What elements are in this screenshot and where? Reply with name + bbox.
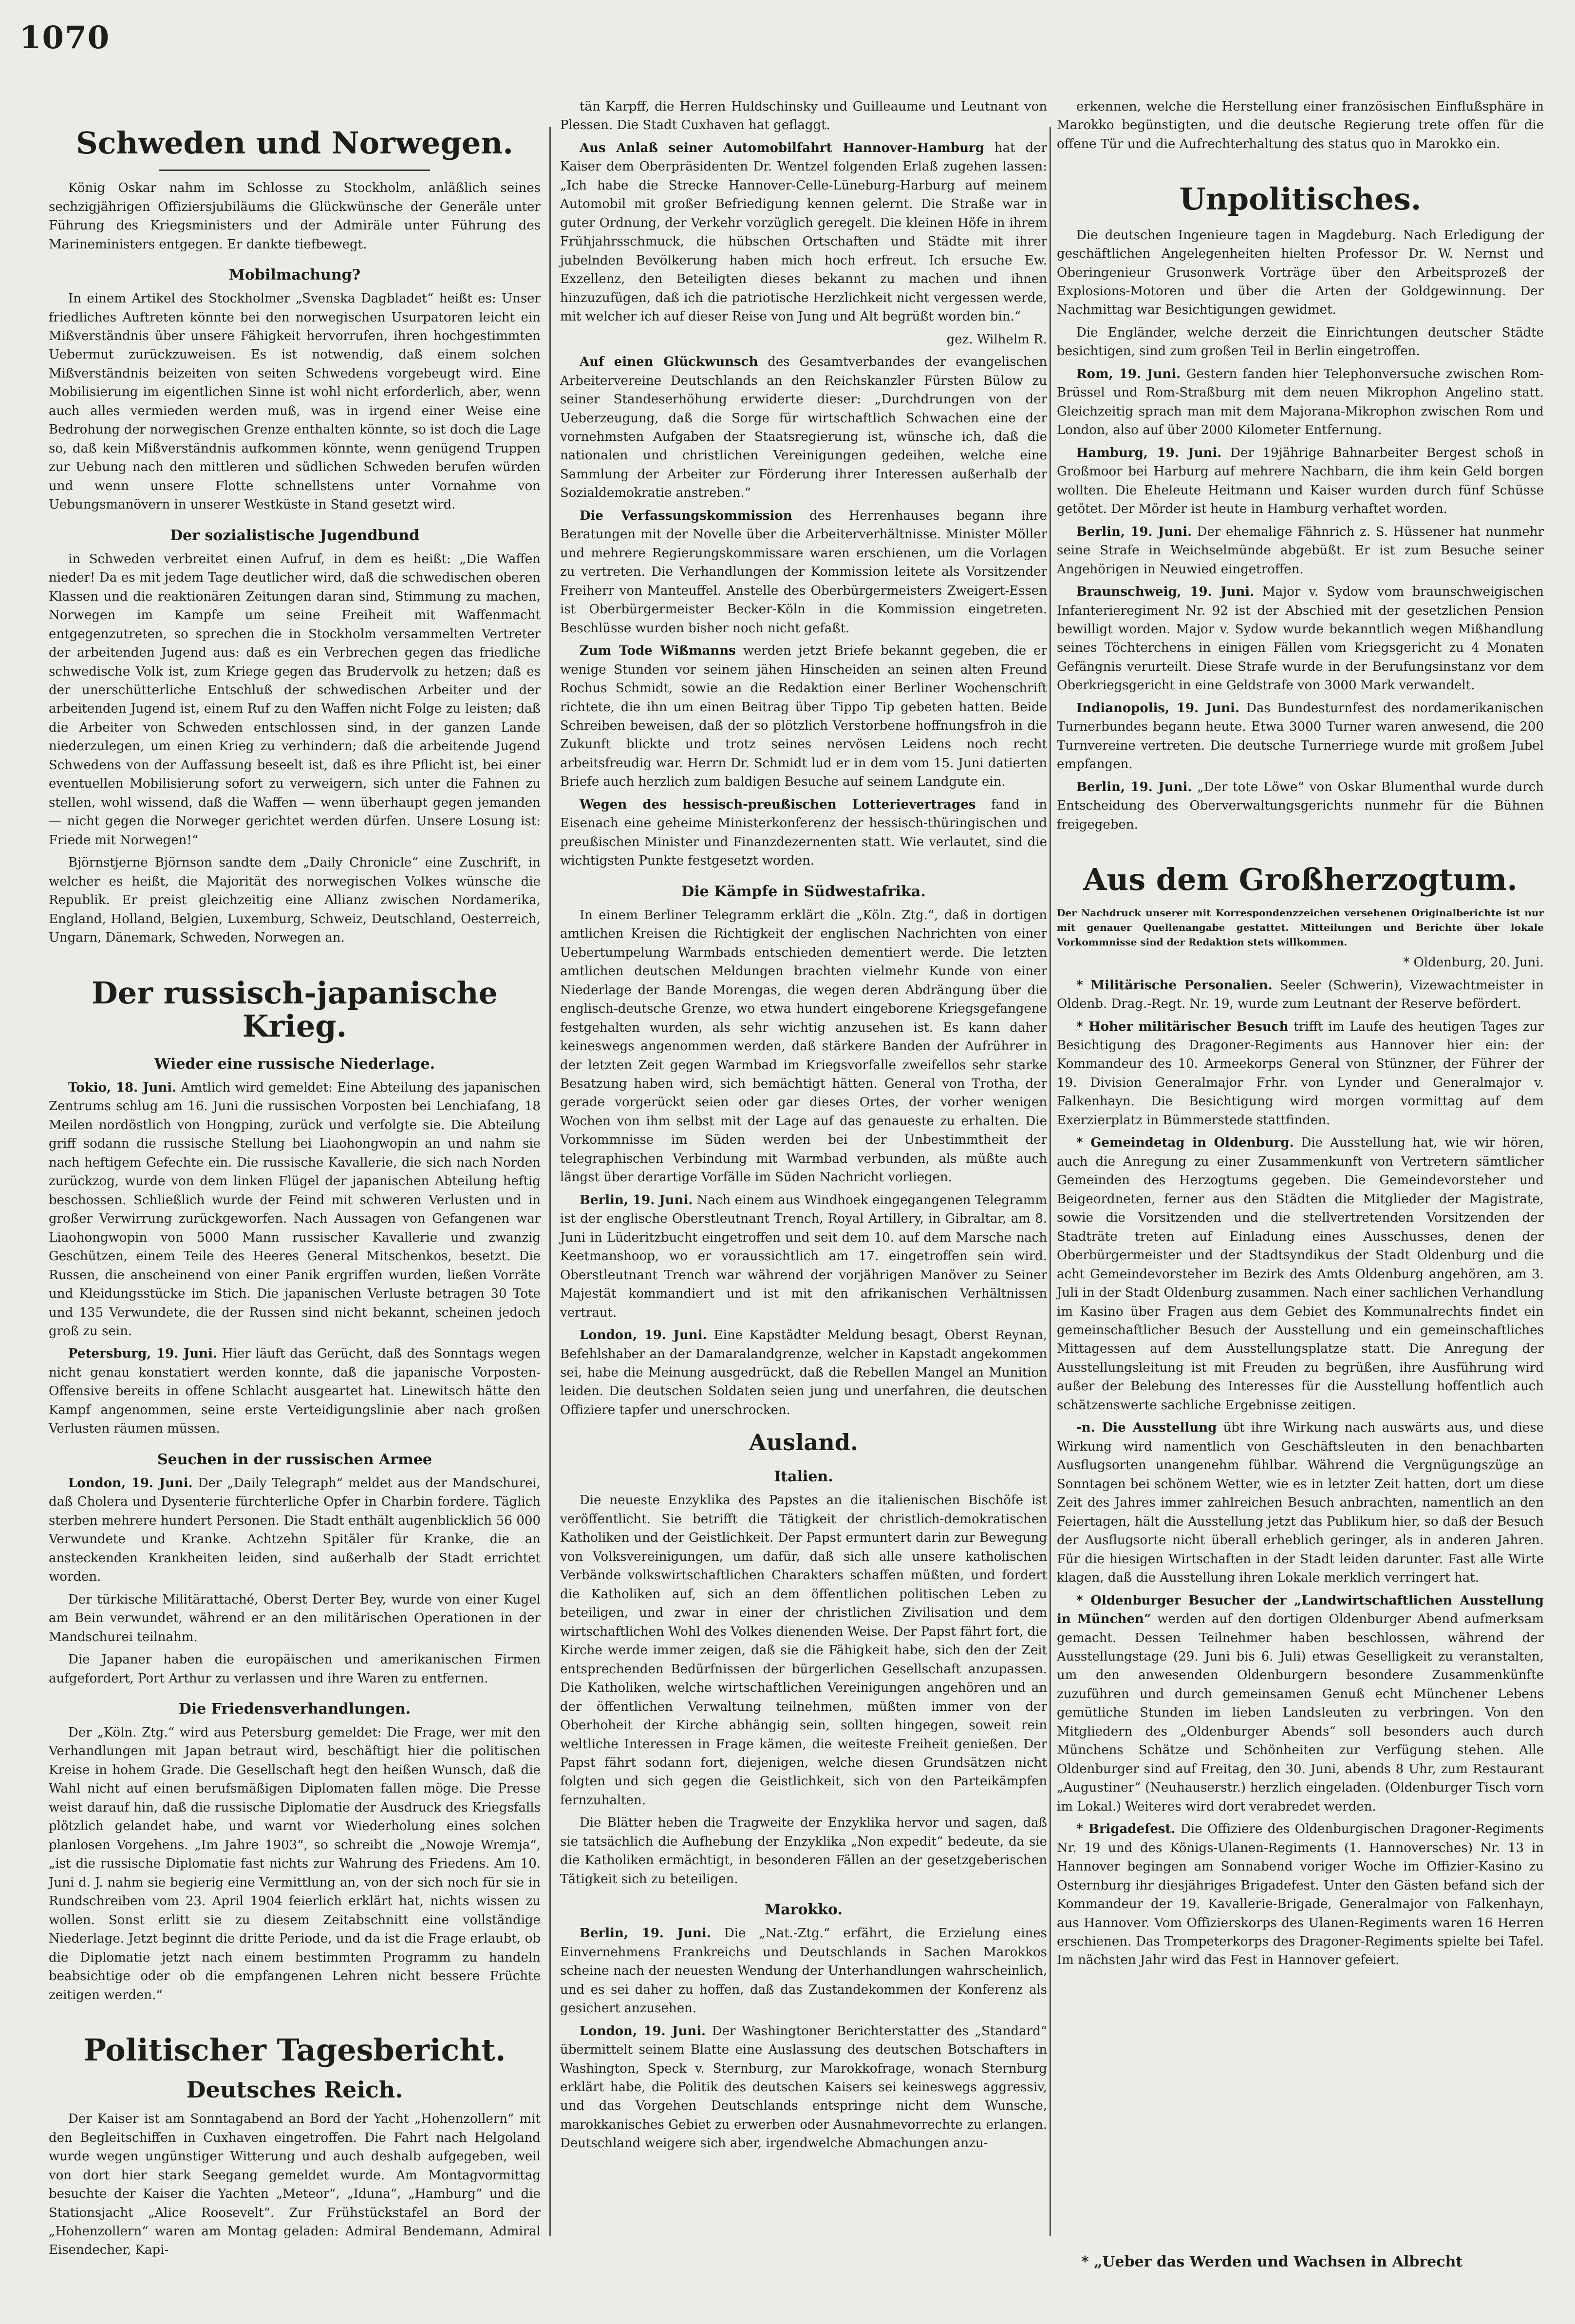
paragraph-text: Eine Kapstädter Meldung besagt, Oberst Reynan, Befehlshaber an der Damaralandgrenze, welcher in Kapstadt angekommen sei, habe die Meinung ausgedrückt, daß die Rebellen Mangel an Munition leiden. Die deutschen Soldaten seien jung und unerfahren, die deutschen Offiziere tapfer und unerschrocken. (560, 1328, 1048, 1417)
paragraph: Der türkische Militärattaché, Oberst Derter Bey, wurde von einer Kugel am Bein verwundet, während er an den militärischen Operationen in der Mandschurei teilnahm. (49, 1592, 541, 1644)
dateline: * Oldenburg, 20. Juni. (1403, 955, 1544, 970)
subsection-title: Deutsches Reich. (186, 2077, 403, 2103)
paragraph (1057, 523, 1544, 579)
paragraph (1057, 1820, 1544, 1970)
column-rule (1050, 127, 1051, 2236)
paragraph-head: * Hoher militärischer Besuch (1076, 1019, 1289, 1034)
paragraph-text: Das Bundesturnfest des nordamerikanischen Turnerbundes begann heute. Etwa 3000 Turner waren anwesend, die 200 Turnvereine vertreten. Die deutsche Turnerriege wurde mit großem Jubel empfangen. (1057, 700, 1544, 772)
paragraph-text: werden auf den dortigen Oldenburger Abend aufmerksam gemacht. Dessen Teilnehmer haben beschlossen, während der Ausstellungstage (29. Juni bis 6. Juli) etwas Geselligkeit zu veranstalten, um den anwesenden Oldenburgern besondere Zusammenkünfte zuzuführen und durch gemeinsamen Genuß echt Münchener Lebens gemütliche Stunden im lieben Landsleuten zu verbringen. Von den Mitgliedern des „Oldenburger Abends“ soll besonders auch durch Münchens Schätze und Schönheiten zur Verfügung stehen. Alle Oldenburger sind auf Freitag, den 30. Juni, abends 8 Uhr, zum Restaurant „Augustiner“ (Neuhauserstr.) herzlich eingeladen. (Oldenburger Tisch vorn im Lokal.) Weiteres wird dort verabredet werden. (1057, 1612, 1544, 1814)
paragraph-text: Die Offiziere des Oldenburgischen Dragoner-Regiments Nr. 19 und des Königs-Ulanen-Regiments (1. Hannoversches) Nr. 13 in Hannover begingen am Sonnabend voriger Woche im Offizier-Kasino zu Osternburg ihr diesjähriges Brigadefest. Unter den Gästen befand sich der Kommandeur der 19. Kavallerie-Brigade, Generalmajor von Falkenhayn, aus Hannover. Vom Offizierskorps des Ulanen-Regiments waren 16 Herren erschienen. Das Trompeterkorps des Dragoner-Regiments spielte bei Tafel. Im nächsten Jahr wird das Fest in Hannover gefeiert. (1057, 1822, 1544, 1968)
paragraph-text: des Herrenhauses begann ihre Beratungen mit der Novelle über die Arbeiterverhältnisse. Minister Möller und mehrere Regierungskommissare waren erschienen, um die Vorlagen zu vertreten. Die Verhandlungen der Kommission leitete als Vorsitzender Freiherr von Manteuffel. Anstelle des Oberbürgermeisters Zweigert-Essen ist Oberbürgermeister Becker-Köln in die Kommission eingetreten. Beschlüsse wurden bisher noch nicht gefaßt. (560, 508, 1047, 636)
paragraph: In einem Berliner Telegramm erklärt die „Köln. Ztg.“, daß in dortigen amtlichen Kreisen die Richtigkeit der englischen Nachrichten von einer Uebertumpelung Warmbads entschieden dementiert werde. Die letzten amtlichen deutschen Meldungen brachten vielmehr Kunde von einer Niederlage der Bande Morengas, die wegen deren Abdrängung über die englisch-deutsche Grenze, wo etwa hundert eingeborene Kriegsgefangene festgehalten wurden, als sehr wichtig anzusehen ist. Es kann daher keineswegs angenommen werden, daß stärkere Banden der Aufrührer in der letzten Zeit gegen Warmbad im Kriegsvorfalle zweifellos sehr starke Besatzung haben wird, sich bemächtigt hätten. General von Trotha, der gerade vorgerückt seien oder gar dieses Ortes, der vorher wenigen Wochen von ihm selbst mit der Lage auf das genaueste zu erhalten. Die Vorkommnisse im Süden werden bei der Unbestimmtheit der telegraphischen Verbindung mit Warmbad verbunden, als müßte auch längst über derartige Vorfälle im Süden Nachricht vorliegen. (560, 907, 1047, 1185)
subheading: Der sozialistische Jugendbund (170, 527, 419, 544)
section-title: Der russisch-japanische Krieg. (92, 975, 498, 1044)
section-title: Unpolitisches. (1179, 181, 1422, 217)
paragraph (560, 2022, 1047, 2153)
paragraph: König Oskar nahm im Schlosse zu Stockholm, anläßlich seines sechzigjährigen Offiziersjubiläums die Glückwünsche der Generäle unter Führung des Kriegsministers und der Admiräle unter Führung des Marineministers entgegen. Er dankte tiefbewegt. (49, 181, 541, 252)
paragraph (1057, 583, 1544, 695)
subheading: Mobilmachung? (228, 266, 361, 284)
paragraph: Die deutschen Ingenieure tagen in Magdeburg. Nach Erledigung der geschäftlichen Angelegenheiten hielten Professor Dr. W. Nernst und Oberingenieur Grusonwerk Vorträge über den Arbeitsprozeß der Explosions-Motoren und über die Arten der Goldgewinnung. Der Nachmittag war Besichtigungen gewidmet. (1057, 227, 1544, 318)
paragraph: Die neueste Enzyklika des Papstes an die italienischen Bischöfe ist veröffentlicht. Sie betrifft die Tätigkeit der christlich-demokratischen Katholiken und der Geistlichkeit. Der Papst ermuntert darin zur Bewegung von Volksvereinigungen, um dafür, daß sich alle unsere katholischen Verbände volkswirtschaftlichen Charakters schaffen müßten, und fordert die Katholiken auf, sich an dem öffentlichen politischen Leben zu beteiligen, und zwar in einer der christlichen Zivilisation und dem wirtschaftlichen Wohl des Volkes dienenden Weise. Der Papst fährt fort, die Kirche werde immer zeigen, daß sie die Fähigkeit habe, sich den der Zeit entsprechenden Bedürfnissen der bürgerlichen Gesellschaft anzupassen. Die Katholiken, welche wirtschaftlichen Vereinigungen angehören und an der öffentlichen Verwaltung teilnehmen, müßten immer von der Oberhoheit der Kirche abhängig sein, sollten hingegen, soweit rein weltliche Interessen in Frage kämen, die weiteste Freiheit genießen. Der Papst fährt sodann fort, diejenigen, welche diesen Grundsätzen nicht folgten und sich gegen die Geistlichkeit, sich von den Parteikämpfen fernzuhalten. (560, 1493, 1047, 1808)
paragraph-head: * Brigadefest. (1076, 1822, 1176, 1837)
paragraph-text: Major v. Sydow vom braunschweigischen Infanterieregiment Nr. 92 ist der Abschied mit der gesetzlichen Pension bewilligt worden. Major v. Sydow wurde bekanntlich wegen Mißhandlung seines Töchterchens in einigen Fällen vom Kriegsgericht zu 4 Monaten Gefängnis verurteilt. Diese Strafe wurde in der Berufungsinstanz vor dem Oberkriegsgericht in eine Geldstrafe von 3000 Mark verwandelt. (1057, 585, 1544, 693)
page-number: 1070 (19, 19, 111, 56)
column-2 (560, 97, 1047, 2236)
paragraph (1057, 976, 1544, 1014)
paragraph-text: Der 19jährige Bahnarbeiter Bergest schoß in Großmoor bei Harburg auf mehrere Nachbarn, die ihm kein Geld borgen wollten. Die Eheleute Heitmann und Kaiser wurden durch fünf Schüsse getötet. Der Mörder ist heute in Hamburg verhaftet worden. (1057, 445, 1544, 517)
dateline: London, 19. Juni. (68, 1475, 193, 1491)
paragraph (1057, 1018, 1544, 1130)
dateline: Berlin, 19. Juni. (580, 1926, 711, 1941)
column-1 (49, 97, 541, 2258)
paragraph: Der „Köln. Ztg.“ wird aus Petersburg gemeldet: Die Frage, wer mit den Verhandlungen mit Japan betraut wird, beschäftigt hier die politischen Kreise in hohem Grade. Die Gesellschaft hegt den heißen Wunsch, daß die Wahl nicht auf einen berufsmäßigen Diplomaten fallen möge. Die Presse weist darauf hin, daß die russische Diplomatie der Ausdruck des Kriegsfalls plötzlich gelandet habe, und warnt vor Wiederholung eines solchen planlosen Vorgehens. „Im Jahre 1903“, so schreibt die „Nowoje Wremja“, „ist die russische Diplomatie fast nichts zur Wahrung des Friedens. Am 10. Juni d. J. nahm sie begierig eine Vermittlung an, von der sich noch für sie in Rundschreiben vom 23. April 1904 feierlich erklärt hat, nichts wissen zu wollen. Sonst erlitt sie zu diesem Zeitabschnitt eine vollständige Niederlage. Jetzt beginnt die dritte Periode, und da ist die Frage erlaubt, ob die Diplomatie jetzt nach einem bestimmten Programm zu handeln beabsichtige oder ob die empfangenen Lehren nicht bessere Früchte zeitigen werden.“ (49, 1725, 541, 2003)
paragraph-text: trifft im Laufe des heutigen Tages zur Besichtigung des Dragoner-Regiments aus Hannover hier ein: der Kommandeur des 10. Armeekorps General von Stünzner, der Führer der 19. Division Generalmajor Frhr. von Lynder und Generalmajor v. Falkenhayn. Die Besichtigung wird morgen vormittag auf dem Exerzierplatz in Bümmerstede stattfinden. (1057, 1019, 1544, 1128)
dateline: Rom, 19. Juni. (1076, 366, 1181, 381)
paragraph: in Schweden verbreitet einen Aufruf, in dem es heißt: „Die Waffen nieder! Da es mit jedem Tage deutlicher wird, daß die schwedischen oberen Klassen und die reaktionären Zeitungen daran sind, Stimmung zu machen, Norwegen im Kampfe um seine Freiheit mit Waffenmacht entgegenzutreten, so sprechen die in Stockholm versammelten Vertreter der arbeitenden Jugend aus: daß es ein Verbrechen gegen das friedliche schwedische Volk ist, zum Kriege gegen das Brudervolk zu hetzen; daß es der unerschütterliche Entschluß der schwedischen Arbeiter und der arbeitenden Jugend ist, einem Ruf zu den Waffen nicht Folge zu leisten; daß die Arbeiter von Schweden entschlossen sind, in der ganzen Lande niederzulegen, um einen Krieg zu verhindern; daß die arbeitende Jugend Schwedens von der Auffassung beseelt ist, daß es ihre Pflicht ist, bei einer eventuellen Mobilisierung sofort zu verweigern, sich unter die Fahnen zu stellen, wohl wissend, daß die Waffen — wenn überhaupt gegen jemanden — nicht gegen die Norweger gerichtet werden dürfen. Unsere Losung ist: Friede mit Norwegen!“ (49, 551, 541, 848)
subsection-title: Ausland. (749, 1429, 858, 1456)
subheading: Marokko. (765, 1901, 843, 1919)
paragraph-head: * Oldenburger Besucher der „Landwirtschaftlichen Ausstellung in München“ (1057, 1593, 1544, 1627)
column-3 (1057, 97, 1544, 2236)
paragraph (560, 353, 1047, 503)
paragraph: In einem Artikel des Stockholmer „Svenska Dagbladet“ heißt es: Unser friedliches Auftreten könnte bei den norwegischen Usurpatoren leicht ein Mißverständnis über unsere Fähigkeit hervorrufen, ihren hochgestimmten Uebermut zurückzuweisen. Es ist notwendig, daß einem solchen Mißverständnis beizeiten von seiten Schwedens vorgebeugt wird. Eine Mobilisierung im eigentlichen Sinne ist wohl nicht erforderlich, aber, wenn auch alles vermieden werden muß, was in irgend einer Weise eine Bedrohung der norwegischen Grenze enthalten könnte, so ist doch die Lage so, daß kein Mißverständnis aufkommen könnte, wenn genügend Truppen zur Uebung nach den mittleren und südlichen Schweden berufen würden und wenn unsere Flotte schnellstens unter Vornahme von Uebungsmanövern in unserer Westküste in Stand gesetzt wird. (49, 291, 541, 512)
subheading: Die Friedensverhandlungen. (178, 1700, 411, 1718)
paragraph (560, 1191, 1047, 1322)
paragraph: Die Japaner haben die europäischen und amerikanischen Firmen aufgefordert, Port Arthur zu verlassen und ihre Waren zu entfernen. (49, 1652, 541, 1686)
subheading: Die Kämpfe in Südwestafrika. (681, 883, 926, 900)
paragraph (560, 642, 1047, 792)
paragraph-text: übt ihre Wirkung nach auswärts aus, und diese Wirkung wird namentlich von Geschäftsleuten in den benachbarten Ausflugsorten unangenehm fühlbar. Während die Vergnügungszüge an Sonntagen bei schönem Wetter, wie es in letzter Zeit hatten, dort um diese Zeit des Jahres immer zahlreichen Besuch anbrachten, namentlich an den Feiertagen, hält die Ausstellung jetzt das Publikum hier, so daß der Besuch der Ausflugsorte nicht überall erheblich geringer, als in anderen Jahren. Für die hiesigen Wirtschaften in der Stadt leiden darunter. Fast alle Wirte klagen, daß die Ausstellung ihren Lokale merklich verringert hat. (1057, 1420, 1544, 1586)
paragraph (1057, 1134, 1544, 1415)
dateline: Hamburg, 19. Juni. (1076, 445, 1222, 460)
section-rule (159, 170, 430, 171)
paragraph-head: * Gemeindetag in Oldenburg. (1076, 1135, 1294, 1151)
dateline: Petersburg, 19. Juni. (68, 1346, 218, 1361)
dateline: Berlin, 19. Juni. (1076, 779, 1192, 794)
paragraph-text: werden jetzt Briefe bekannt gegeben, die er wenige Stunden vor seinem jähen Hinscheiden an seinen alten Freund Rochus Schmidt, sowie an die Redaktion einer Berliner Wochenschrift richtete, die ihn um einen Beitrag über Tippo Tip gebeten hatten. Beide Schreiben beweisen, daß der so plötzlich Verstorbene hoffnungsfroh in die Zukunft blickte und trotz seines nervösen Leidens noch recht arbeitsfreudig war. Herrn Dr. Schmidt lud er in dem vom 15. Juni datierten Briefe auch herzlich zum baldigen Besuche auf seinem Landgute ein. (560, 643, 1047, 790)
paragraph (49, 1344, 541, 1438)
section-title: Aus dem Großherzogtum. (1083, 862, 1518, 898)
paragraph-text: Die „Nat.-Ztg.“ erfährt, die Erzielung eines Einvernehmens Frankreichs und Deutschlands in Sachen Marokkos scheine nach der neuesten Wendung der Unterhandlungen wahrscheinlich, und es sei daher zu hoffen, daß das Zustandekommen der Konferenz als gesichert anzusehen. (560, 1926, 1047, 2016)
paragraph-text: Der „Daily Telegraph“ meldet aus der Mandschurei, daß Cholera und Dysenterie fürchterliche Opfer in Charbin fordere. Täglich sterben mehrere hundert Personen. Die Stadt enthält augenblicklich 56 000 Verwundete und Kranke. Achtzehn Spitäler für Kranke, die an ansteckenden Krankheiten leiden, sind außerhalb der Stadt errichtet worden. (49, 1475, 541, 1585)
paragraph-head: Die Verfassungskommission (580, 508, 792, 523)
paragraph-text: „Der tote Löwe“ von Oskar Blumenthal wurde durch Entscheidung des Oberverwaltungsgerichts nunmehr für die Bühnen freigegeben. (1057, 779, 1544, 832)
paragraph-text: Die Ausstellung hat, wie wir hören, auch die Anregung zu einer Zusammenkunft von Vertretern sämtlicher Gemeinden des Herzogtums gegeben. Die Gemeindevorsteher und Beigeordneten, ferner aus den Städten die Mitglieder der Magistrate, sowie die Vorsitzenden und die stellvertretenden Vorsitzenden der Stadträte treten auf Einladung eines Ausschusses, denen der Oberbürgermeister und der Stadtsyndikus der Stadt Oldenburg und die acht Gemeindevorsteher im Bezirk des Amts Oldenburg angehören, am 3. Juli in der Stadt Oldenburg zusammen. Nach einer sachlichen Verhandlung im Kasino über Fragen aus dem Gebiet des Kommunalrechts findet ein gemeinschaftlicher Besuch der Ausstellung und ein gemeinschaftliches Mittagessen auf dem Ausstellungsplatze statt. Die Anregung der Ausstellungsleitung ist mit Freuden zu begrüßen, ihre Ausführung wird außer der Belebung des Interesses für die Ausstellung hoffentlich auch schätzenswerte sachliche Ergebnisse zeitigen. (1057, 1135, 1544, 1413)
paragraph: erkennen, welche die Herstellung einer französischen Einflußsphäre in Marokko begünstigten, und die deutsche Regierung trete offen für die offene Tür und die Aufrechterhaltung des status quo in Marokko ein. (1057, 99, 1544, 151)
section-title: Schweden und Norwegen. (76, 125, 513, 161)
paragraph-head: -n. Die Ausstellung (1076, 1420, 1217, 1436)
paragraph (1057, 444, 1544, 519)
paragraph-text: Seeler (Schwerin), Vizewachtmeister in Oldenb. Drag.-Regt. Nr. 19, wurde zum Leutnant der Reserve befördert. (1057, 978, 1544, 1012)
subheading: Wieder eine russische Niederlage. (154, 1055, 435, 1073)
paragraph (1057, 778, 1544, 834)
copyright-note: Der Nachdruck unserer mit Korrespondenzzeichen versehenen Originalberichte ist nur mit genauer Quellenangabe gestattet. Mitteilungen und Berichte über lokale Vorkommnisse sind der Redaktion stets willkommen. (1057, 907, 1544, 948)
paragraph (49, 1078, 541, 1341)
paragraph-head: Wegen des hessisch-preußischen Lotterievertrages (580, 797, 976, 812)
paragraph (560, 1924, 1047, 2018)
paragraph-head: Aus Anlaß seiner Automobilfahrt Hannover-Hamburg (580, 140, 984, 155)
paragraph (560, 507, 1047, 638)
continued-heading: * „Ueber das Werden und Wachsen in Albrecht (1081, 2253, 1463, 2270)
dateline: London, 19. Juni. (580, 1328, 707, 1343)
dateline: Berlin, 19. Juni. (1076, 524, 1192, 539)
subheading: Italien. (774, 1468, 833, 1486)
paragraph-text: Der ehemalige Fähnrich z. S. Hüssener hat nunmehr seine Strafe in Weichselmünde abgebüßt. Er ist zum Besuche seiner Angehörigen in Neuwied eingetroffen. (1057, 524, 1544, 577)
paragraph (560, 1326, 1047, 1419)
paragraph-text: des Gesamtverbandes der evangelischen Arbeitervereine Deutschlands an den Reichskanzler Fürsten Bülow zu seiner Standeserhöhung erwiderte dieser: „Durchdrungen von der Ueberzeugung, daß die Sorge für wirtschaftlich Schwachen eine der vornehmsten Aufgaben der Staatsregierung ist, wünsche ich, daß die nationalen und christlichen Vereinigungen gedeihen, welche eine Sammlung der Arbeiter zur Förderung ihrer Interessen außerhalb der Sozialdemokratie anstreben.“ (560, 355, 1048, 501)
dateline: London, 19. Juni. (580, 2023, 706, 2039)
paragraph-head: * Militärische Personalien. (1076, 978, 1273, 993)
paragraph: Die Blätter heben die Tragweite der Enzyklika hervor und sagen, daß sie tatsächlich die Aufhebung der Enzyklika „Non expedit“ bedeute, da sie die Katholiken ermächtigt, in besonderen Fällen an der gesetzgeberischen Tätigkeit sich zu beteiligen. (560, 1815, 1047, 1887)
paragraph: Der Kaiser ist am Sonntagabend an Bord der Yacht „Hohenzollern“ mit den Begleitschiffen in Cuxhaven eingetroffen. Die Fahrt nach Helgoland wurde wegen ungünstiger Witterung und auch deshalb aufgegeben, weil von dort hier stark Seegang gemeldet wurde. Am Montagvormittag besuchte der Kaiser die Yachten „Meteor“, „Iduna“, „Hamburg“ und die Stationsjacht „Alice Roosevelt“. Zur Frühstückstafel an Bord der „Hohenzollern“ waren am Montag geladen: Admiral Bendemann, Admiral Eisendecher, Kapi- (49, 2112, 541, 2258)
paragraph (1057, 699, 1544, 774)
dateline: Indianopolis, 19. Juni. (1076, 700, 1239, 716)
paragraph-text: Amtlich wird gemeldet: Eine Abteilung des japanischen Zentrums schlug am 16. Juni die russischen Vorposten bei Lenchiafang, 18 Meilen nordöstlich von Hongping, zurück und verfolgte sie. Die Abteilung griff sodann die russische Stellung bei Liaohongwopin an und nahm sie nach heftigem Gefechte ein. Die russische Kavallerie, die sich nach Norden zurückzog, wurde von dem linken Flügel der japanischen Abteilung heftig beschossen. Schließlich wurde der Feind mit schweren Verlusten und in großer Verwirrung zurückgeworfen. Nach Aussagen von Gefangenen war Liaohongwopin von 5000 Mann russischer Kavallerie und zwanzig Geschützen, einem Teile des Heeres General Mitschenkos, besetzt. Die Russen, die anscheinend von einer Panik ergriffen wurden, ließen Vorräte und Kleidungsstücke im Stich. Die japanischen Verluste betragen 30 Tote und 135 Verwundete, die der Russen sind nicht bekannt, scheinen jedoch groß zu sein. (49, 1080, 541, 1339)
dateline: Berlin, 19. Juni. (580, 1192, 693, 1208)
paragraph (1057, 1591, 1544, 1816)
paragraph: tän Karpff, die Herren Huldschinsky und Guilleaume und Leutnant von Plessen. Die Stadt Cuxhaven hat geflaggt. (560, 99, 1047, 133)
dateline: Braunschweig, 19. Juni. (1076, 585, 1255, 600)
paragraph-text: Gestern fanden hier Telephonversuche zwischen Rom-Brüssel und Rom-Straßburg mit dem neuen Mikrophon Angelino statt. Gleichzeitig sprach man mit dem Majorana-Mikrophon zwischen Rom und London, also auf über 2000 Kilometer Entfernung. (1057, 366, 1544, 438)
subheading: Seuchen in der russischen Armee (157, 1451, 432, 1468)
section-title: Politischer Tagesbericht. (83, 2032, 506, 2068)
paragraph (1057, 1418, 1544, 1587)
paragraph: Björnstjerne Björnson sandte dem „Daily Chronicle“ eine Zuschrift, in welcher es heißt, die Majorität des norwegischen Volkes wünsche die Republik. Er preist gleichzeitig eine Allianz zwischen Nordamerika, England, Holland, Belgien, Luxemburg, Schweiz, Deutschland, Oesterreich, Ungarn, Dänemark, Schweden, Norwegen an. (49, 855, 541, 945)
paragraph-text: hat der Kaiser dem Oberpräsidenten Dr. Wentzel folgenden Erlaß zugehen lassen: „Ich habe die Strecke Hannover-Celle-Lüneburg-Harburg auf meinem Automobil mit großer Befriedigung kennen gelernt. Die Straße war in guter Ordnung, der Verkehr vorzüglich geregelt. Die kleinen Höfe in ihrem Frühjahrsschmuck, die hübschen Ortschaften und Städte mit ihrer jubelnden Bevölkerung haben mich hoch erfreut. Ich ersuche Ew. Exzellenz, den Beteiligten dieses bekannt zu machen und ihnen hinzuzufügen, daß ich die patriotische Herzlichkeit nicht vergessen werde, mit welcher ich auf dieser Reise von Jung und Alt begrüßt worden bin.“ (560, 140, 1047, 324)
paragraph-text: fand in Eisenach eine geheime Ministerkonferenz der hessisch-thüringischen und preußischen Minister und Finanzdezernenten statt. Wie verlautet, sind die wichtigsten Punkte festgesetzt worden. (560, 797, 1048, 869)
paragraph (1057, 365, 1544, 440)
paragraph-head: Auf einen Glückwunsch (580, 355, 758, 370)
paragraph-text: Nach einem aus Windhoek eingegangenen Telegramm ist der englische Oberstleutnant Trench, Royal Artillery, in Gibraltar, am 8. Juni in Lüderitzbucht eingetroffen und seit dem 10. auf dem Marsche nach Keetmanshoop, wo er voraussichtlich am 17. eingetroffen sein wird. Oberstleutnant Trench war während der vorjährigen Manöver zu Seiner Majestät kommandiert und ist mit den afrikanischen Verhältnissen vertraut. (560, 1192, 1047, 1320)
paragraph (560, 139, 1047, 326)
paragraph-text: Der Washingtoner Berichterstatter des „Standard“ übermittelt seinem Blatte eine Auslassung des deutschen Botschafters in Washington, Speck v. Sternburg, zur Marokkofrage, wonach Sternburg erklärt habe, die Politik des deutschen Kaisers sei keineswegs aggressiv, und das Vorgehen Deutschlands entspringe nicht dem Wunsche, marokkanisches Gebiet zu erwerben oder Ausnahmevorrechte zu erlangen. Deutschland weigere sich aber, irgendwelche Abmachungen anzu- (560, 2023, 1048, 2151)
dateline: Tokio, 18. Juni. (68, 1080, 177, 1095)
column-rule (549, 127, 551, 2236)
paragraph: Die Engländer, welche derzeit die Einrichtungen deutscher Städte besichtigen, sind zum großen Teil in Berlin eingetroffen. (1057, 325, 1544, 359)
paragraph (560, 795, 1047, 870)
paragraph-text: Hier läuft das Gerücht, daß des Sonntags wegen nicht genau konstatiert werden konnte, daß die japanische Vorposten-Offensive bereits in offene Schlacht ausgeartet hat. Linewitsch hätte den Kampf angenommen, seine erste Verteidigungslinie aber nach großen Verlusten räumen müssen. (49, 1346, 541, 1436)
paragraph-head: Zum Tode Wißmanns (580, 643, 736, 659)
signature: gez. Wilhelm R. (946, 332, 1047, 347)
paragraph (49, 1474, 541, 1587)
